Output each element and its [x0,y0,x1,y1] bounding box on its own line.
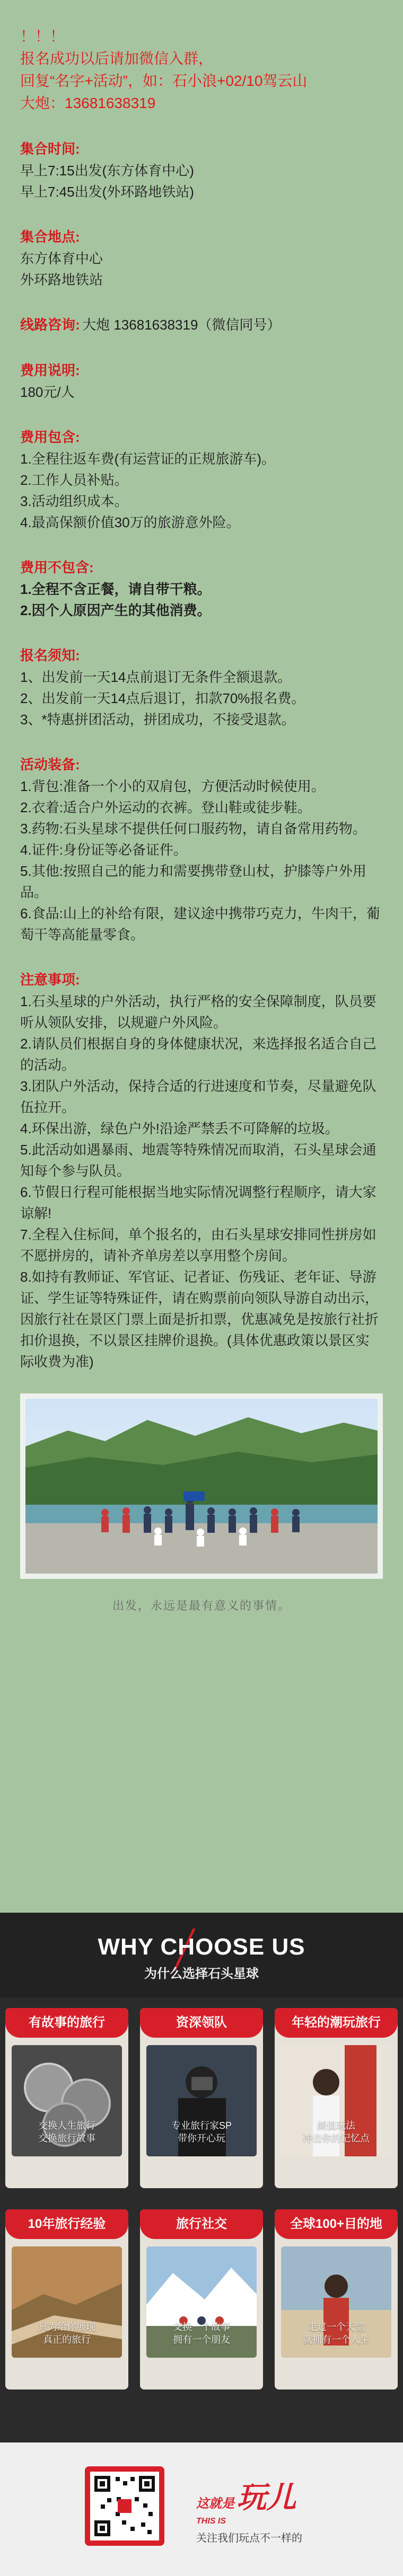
fee-include-row: 3.活动组织成本。 [20,493,128,509]
qr-code-pattern [90,2472,159,2541]
equipment-title: 活动装备: [20,757,80,772]
feature-card-line: 就拥有一个人生 [303,2334,370,2345]
fee-desc-block [20,359,382,403]
equipment-row: 4.证件:身份证等必备证件。 [20,842,187,858]
group-photo-frame [20,1393,383,1579]
feature-card-line: 交换人生旅行 [38,2120,95,2131]
notices-row: 8.如持有教师证、军官证、记者证、伤残证、老年证、导游证、学生证等特殊证件，请在购票前向领队导游自动出示，因旅行社在景区门票上面是折扣票，优惠减免是按旅行社折扣价退换，不以景区挂牌价退换。(具体优惠政策以景区实际收费为准) [20,1269,379,1370]
slogan-main: 这就是 [196,2497,234,2511]
fee-include-row: 4.最高保额价值30万的旅游意外险。 [20,514,240,530]
equipment-block [20,753,382,945]
fee-desc-row: 180元/人 [20,384,75,400]
signup-notes-row: 2、出发前一天14点后退订，扣款70%报名费。 [20,690,305,706]
gather-place-row: 外环路地铁站 [20,272,103,288]
feature-card-text [275,2321,398,2346]
slogan-tagline: 关注我们玩点不一样的 [196,2533,302,2544]
consult-block [20,314,382,336]
feature-card-text [140,2119,263,2145]
gather-place-row: 东方体育中心 [20,251,103,267]
exclaim-text: ！！！ [20,28,65,45]
gather-time-row: 早上7:15出发(东方体育中心) [20,163,194,179]
feature-card-title: 年轻的潮玩旅行 [275,2008,398,2038]
signup-notes-title: 报名须知: [20,647,80,663]
notices-row: 3.团队户外活动，保持合适的行进速度和节奏，尽量避免队伍拉开。 [20,1078,376,1115]
notices-row: 2.请队员们根据自身的身体健康状况，来选择报名适合自己的活动。 [20,1036,376,1073]
footer [0,2442,403,2576]
feature-card [275,2209,398,2390]
gather-time-title: 集合时间: [20,141,80,157]
slogan [196,2474,302,2545]
why-header [0,1913,403,1997]
slogan-big: 玩儿 [236,2481,296,2514]
signup-notes-block [20,644,382,730]
feature-card-title: 旅行社交 [140,2209,263,2239]
gather-place-block [20,226,382,290]
notices-row: 7.全程入住标间，单个报名的，由石头星球安排同性拼房如不愿拼房的，请补齐单房差以享用整个房间。 [20,1227,376,1264]
fee-exclude-row: 1.全程不含正餐，请自带干粮。 [20,581,211,597]
notices-row: 6.节假日行程可能根据当地实际情况调整行程顺序，请大家谅解! [20,1184,376,1221]
feature-card-line: 只为给你展现 [38,2322,95,2332]
feature-card-text [5,2321,128,2346]
signup-line-2: 回复“名字+活动”，如：石小浪+02/10驾云山 [20,73,308,89]
gather-place-title: 集合地点: [20,229,80,245]
notices-row: 5.此活动如遇暴雨、地震等特殊情况而取消，石头星球会通知每个参与队员。 [20,1142,376,1179]
feature-card-line: 专业旅行家SP [171,2120,232,2131]
fee-include-row: 2.工作人员补贴。 [20,472,128,488]
qr-code[interactable] [85,2466,164,2546]
promo-section [0,1913,403,2576]
signup-block [20,25,382,114]
feature-card-line: 交换一个故事 [173,2322,230,2332]
feature-card-line: 拥有一个朋友 [173,2334,230,2345]
feature-card-line: 走过一个天堂 [308,2322,365,2332]
feature-card-text [140,2321,263,2346]
fee-desc-title: 费用说明: [20,362,80,378]
equipment-row: 1.背包:准备一个小的双肩包，方便活动时候使用。 [20,778,325,794]
equipment-row: 3.药物:石头星球不提供任何口服药物，请自备常用药物。 [20,821,366,837]
feature-card-title: 10年旅行经验 [5,2209,128,2239]
feature-card-line: 真正的旅行 [43,2334,91,2345]
feature-card [140,2008,263,2188]
notices-row: 听从领队安排，以规避户外风险。 [20,1015,227,1031]
feature-card [5,2008,128,2188]
fee-exclude-title: 费用不包含: [20,559,94,575]
fee-exclude-block [20,556,382,621]
photo-caption: 出发，永远是最有意义的事情。 [112,1599,291,1612]
feature-card-text [275,2119,398,2145]
feature-card [140,2209,263,2390]
notices-row: 1.石头星球的户外活动，执行严格的安全保障制度，队员要 [20,993,376,1009]
equipment-row: 6.食品:山上的补给有限，建议途中携带巧克力，牛肉干，葡萄干等高能量零食。 [20,905,380,943]
notices-row: 4.环保出游，绿色户外!沿途严禁丢不可降解的垃圾。 [20,1121,339,1136]
feature-card-line: 带你开心玩 [178,2133,225,2144]
consult-text: 大炮 13681638319（微信同号） [82,317,281,333]
group-photo [25,1399,378,1574]
notices-title: 注意事项: [20,972,80,988]
fee-include-title: 费用包含: [20,429,80,445]
feature-card-line: 颜值玩法 [317,2120,355,2131]
consult-title: 线路咨询: [20,317,80,333]
equipment-row: 2.衣着:适合户外运动的衣裤。登山鞋或徒步鞋。 [20,800,311,815]
feature-card-title: 资深领队 [140,2008,263,2038]
feature-card [275,2008,398,2188]
why-title: WHY CHOOSE US [98,1934,305,1960]
fee-exclude-row: 2.因个人原因产生的其他消费。 [20,602,211,618]
gather-time-block [20,138,382,202]
feature-card-line: 冲击你的记忆点 [303,2133,370,2144]
fee-include-block [20,426,382,533]
signup-notes-row: 1、出发前一天14点前退订无条件全额退款。 [20,669,292,685]
gather-time-row: 早上7:45出发(外环路地铁站) [20,184,194,200]
signup-line-3: 大炮：13681638319 [20,95,156,111]
fee-include-row: 1.全程往返车费(有运营证的正规旅游车)。 [20,451,276,467]
feature-card-title: 有故事的旅行 [5,2008,128,2038]
feature-card-text [5,2119,128,2145]
why-subtitle: 为什么选择石头星球 [144,1967,259,1981]
feature-card-title: 全球100+目的地 [275,2209,398,2239]
signup-notes-row: 3、*特惠拼团活动，拼团成功，不接受退款。 [20,712,295,727]
equipment-row: 5.其他:按照自己的能力和需要携带登山杖，护膝等户外用品。 [20,863,366,900]
notices-block [20,969,382,1372]
signup-line-1: 报名成功以后请加微信入群， [20,50,214,67]
slogan-en: THIS IS [196,2517,226,2526]
feature-card-line: 交换旅行故事 [38,2133,95,2144]
feature-card [5,2209,128,2390]
